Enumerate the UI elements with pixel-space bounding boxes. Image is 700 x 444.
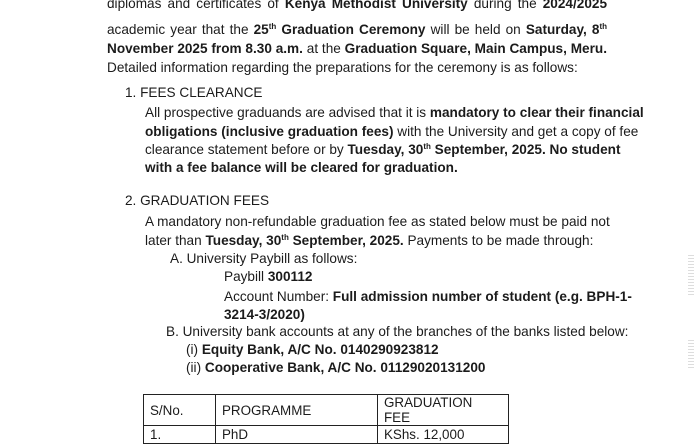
graduation-fees-table — [143, 394, 509, 444]
table-header-row — [144, 395, 509, 426]
col-sno-header: S/No. — [144, 395, 216, 426]
section1-line-1: All prospective graduands are advised that it is mandatory to clear their financial — [145, 105, 644, 120]
bank-coop-line: (ii) Cooperative Bank, A/C No. 01129020131200 — [186, 360, 486, 375]
scan-artifact — [688, 340, 694, 370]
university-name: Kenya Methodist University — [284, 0, 468, 11]
intro-line-1: diplomas and certificates of Kenya Methodist University during the 2024/2025 — [107, 0, 607, 13]
ceremony-venue: Graduation Square, Main Campus, Meru. — [344, 41, 607, 56]
section2-line-1: A mandatory non-refundable graduation fee as stated below must be paid not — [145, 214, 610, 229]
section1-line-3: clearance statement before or by Tuesday, 30th September, 2025. No student — [145, 142, 621, 157]
section2-heading: 2. GRADUATION FEES — [125, 193, 270, 208]
bank-equity-line: (i) Equity Bank, A/C No. 0140290923812 — [186, 342, 439, 357]
paybill-line: Paybill 300112 — [224, 269, 313, 284]
table-cell-sno: 1. — [144, 426, 216, 444]
section2-line-2: later than Tuesday, 30th September, 2025. Payments to be made through: — [145, 233, 594, 248]
section1-heading: 1. FEES CLEARANCE — [125, 85, 263, 100]
table-cell-fee: KShs. 12,000 — [378, 426, 509, 444]
intro-line-4: Detailed information regarding the preparations for the ceremony is as follows: — [107, 60, 578, 75]
col-fee-header: GRADUATION FEE — [378, 395, 509, 426]
section1-line-4: with a fee balance will be cleared for graduation. — [145, 160, 458, 175]
account-number-line-2: 3214-3/2020) — [224, 307, 305, 322]
academic-year: 2024/2025 — [542, 0, 608, 11]
section1-line-2: obligations (inclusive graduation fees) with the University and get a copy of fee — [145, 124, 639, 139]
intro-line-3: November 2025 from 8.30 a.m. at the Graduation Square, Main Campus, Meru. — [107, 41, 607, 56]
ceremony-name: Graduation Ceremony — [276, 22, 426, 37]
intro-line-2: academic year that the 25th Graduation Ceremony will be held on Saturday, 8th — [107, 22, 608, 37]
ceremony-date: Saturday, 8 — [525, 22, 600, 37]
scan-artifact — [688, 255, 694, 295]
table-cell-programme: PhD — [216, 426, 378, 444]
option-a-label: A. University Paybill as follows: — [170, 251, 358, 266]
option-b-label: B. University bank accounts at any of the branches of the banks listed below: — [166, 324, 629, 339]
paybill-number: 300112 — [267, 269, 313, 284]
table-row — [144, 426, 509, 444]
col-programme-header: PROGRAMME — [216, 395, 378, 426]
account-number-line: Account Number: Full admission number of student (e.g. BPH-1- — [224, 289, 632, 304]
